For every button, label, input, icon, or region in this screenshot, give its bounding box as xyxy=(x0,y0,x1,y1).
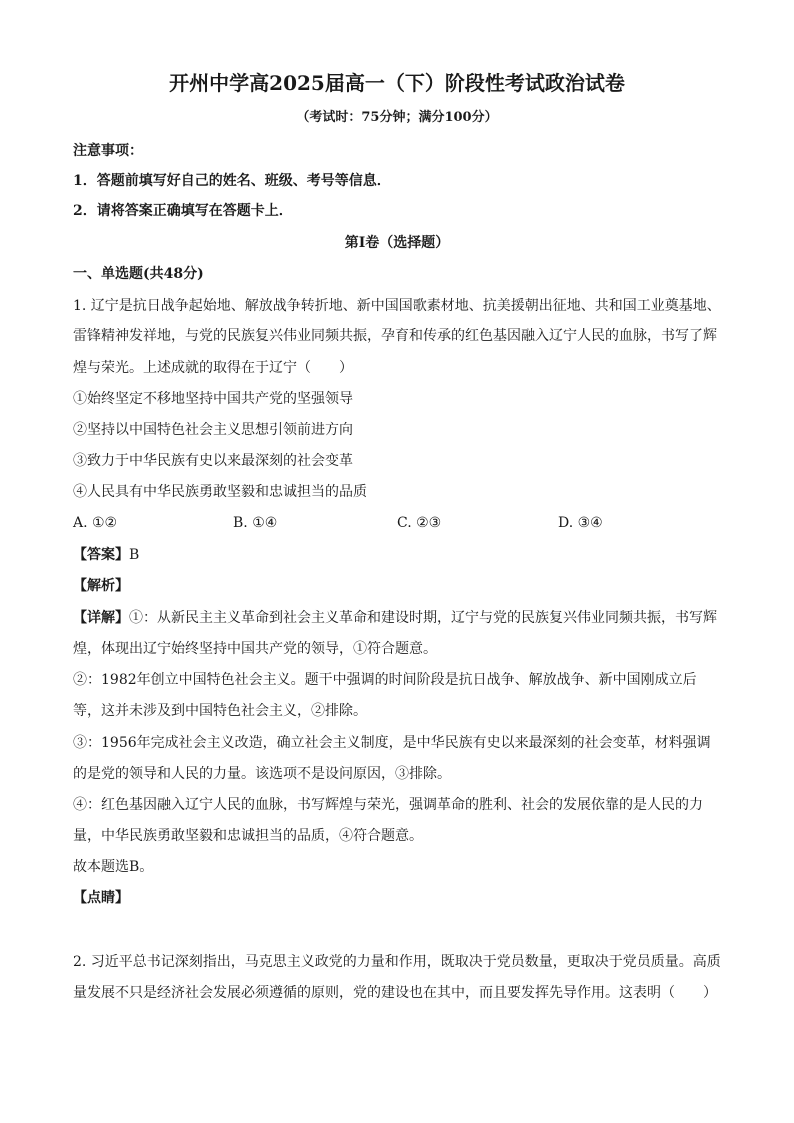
notice-item-1: 1．答题前填写好自己的姓名、班级、考号等信息． xyxy=(73,173,391,189)
q1-explanation-6: 的是党的领导和人民的力量。该选项不是设问原因，③排除。 xyxy=(73,766,451,782)
comment-label: 【点睛】 xyxy=(73,890,129,906)
q1-statement-1: ①始终坚定不移地坚持中国共产党的坚强领导 xyxy=(73,391,353,407)
notice-heading: 注意事项： xyxy=(73,143,143,159)
q2-stem-line-2: 量发展不只是经济社会发展必须遵循的原则，党的建设也在其中，而且要发挥先导作用。这表明（ ） xyxy=(73,985,717,1001)
q1-option-a: A. ①② xyxy=(73,515,118,531)
q1-explanation-3: ②：1982年创立中国特色社会主义。题干中强调的时间阶段是抗日战争、解放战争、新中国刚成立后 xyxy=(73,672,697,688)
analysis-label: 【解析】 xyxy=(73,578,129,594)
answer-label: 【答案】 xyxy=(73,547,129,563)
explanation-text-1: ①：从新民主主义革命到社会主义革命和建设时期，辽宁与党的民族复兴伟业同频共振，书写辉 xyxy=(129,610,717,626)
answer-value: B xyxy=(129,547,140,563)
q1-statement-4: ④人民具有中华民族勇敢坚毅和忠诚担当的品质 xyxy=(73,484,367,500)
part-title: 第I卷（选择题） xyxy=(344,235,450,251)
q1-stem-line-1: 1. 辽宁是抗日战争起始地、解放战争转折地、新中国国歌素材地、抗美援朝出征地、共和国工业奠基地、 xyxy=(73,298,721,314)
detail-label: 【详解】 xyxy=(73,610,129,626)
q1-stem-line-3: 煌与荣光。上述成就的取得在于辽宁（ ） xyxy=(73,360,353,376)
q1-option-d: D. ③④ xyxy=(558,515,603,531)
q1-explanation-2: 煌，体现出辽宁始终坚持中国共产党的领导，①符合题意。 xyxy=(73,641,437,657)
q1-conclusion: 故本题选B。 xyxy=(73,859,154,875)
q1-explanation-8: 量，中华民族勇敢坚毅和忠诚担当的品质，④符合题意。 xyxy=(73,828,423,844)
q1-statement-2: ②坚持以中国特色社会主义思想引领前进方向 xyxy=(73,422,353,438)
exam-title: 开州中学高2025届高一（下）阶段性考试政治试卷 xyxy=(169,71,625,95)
q1-option-b: B. ①④ xyxy=(233,515,278,531)
q1-answer xyxy=(73,545,139,565)
notice-item-2: 2．请将答案正确填写在答题卡上． xyxy=(73,203,293,219)
q1-explanation-4: 等，这并未涉及到中国特色社会主义，②排除。 xyxy=(73,703,367,719)
q2-stem-line-1: 2. 习近平总书记深刻指出，马克思主义政党的力量和作用，既取决于党员数量，更取决于党员质量。高质 xyxy=(73,954,721,970)
q1-explanation-7: ④：红色基因融入辽宁人民的血脉，书写辉煌与荣光，强调革命的胜利、社会的发展依靠的是人民的力 xyxy=(73,797,703,813)
q1-stem-line-2: 雷锋精神发祥地，与党的民族复兴伟业同频共振，孕育和传承的红色基因融入辽宁人民的血脉，书写了辉 xyxy=(73,328,717,344)
section-heading: 一、单选题(共48分) xyxy=(73,266,204,282)
q1-option-c: C. ②③ xyxy=(397,515,442,531)
q1-statement-3: ③致力于中华民族有史以来最深刻的社会变革 xyxy=(73,453,353,469)
q1-explanation-1 xyxy=(73,608,717,628)
q1-explanation-5: ③：1956年完成社会主义改造，确立社会主义制度，是中华民族有史以来最深刻的社会变革，材料强调 xyxy=(73,735,711,751)
exam-subtitle: （考试时：75分钟；满分100分） xyxy=(296,110,498,125)
